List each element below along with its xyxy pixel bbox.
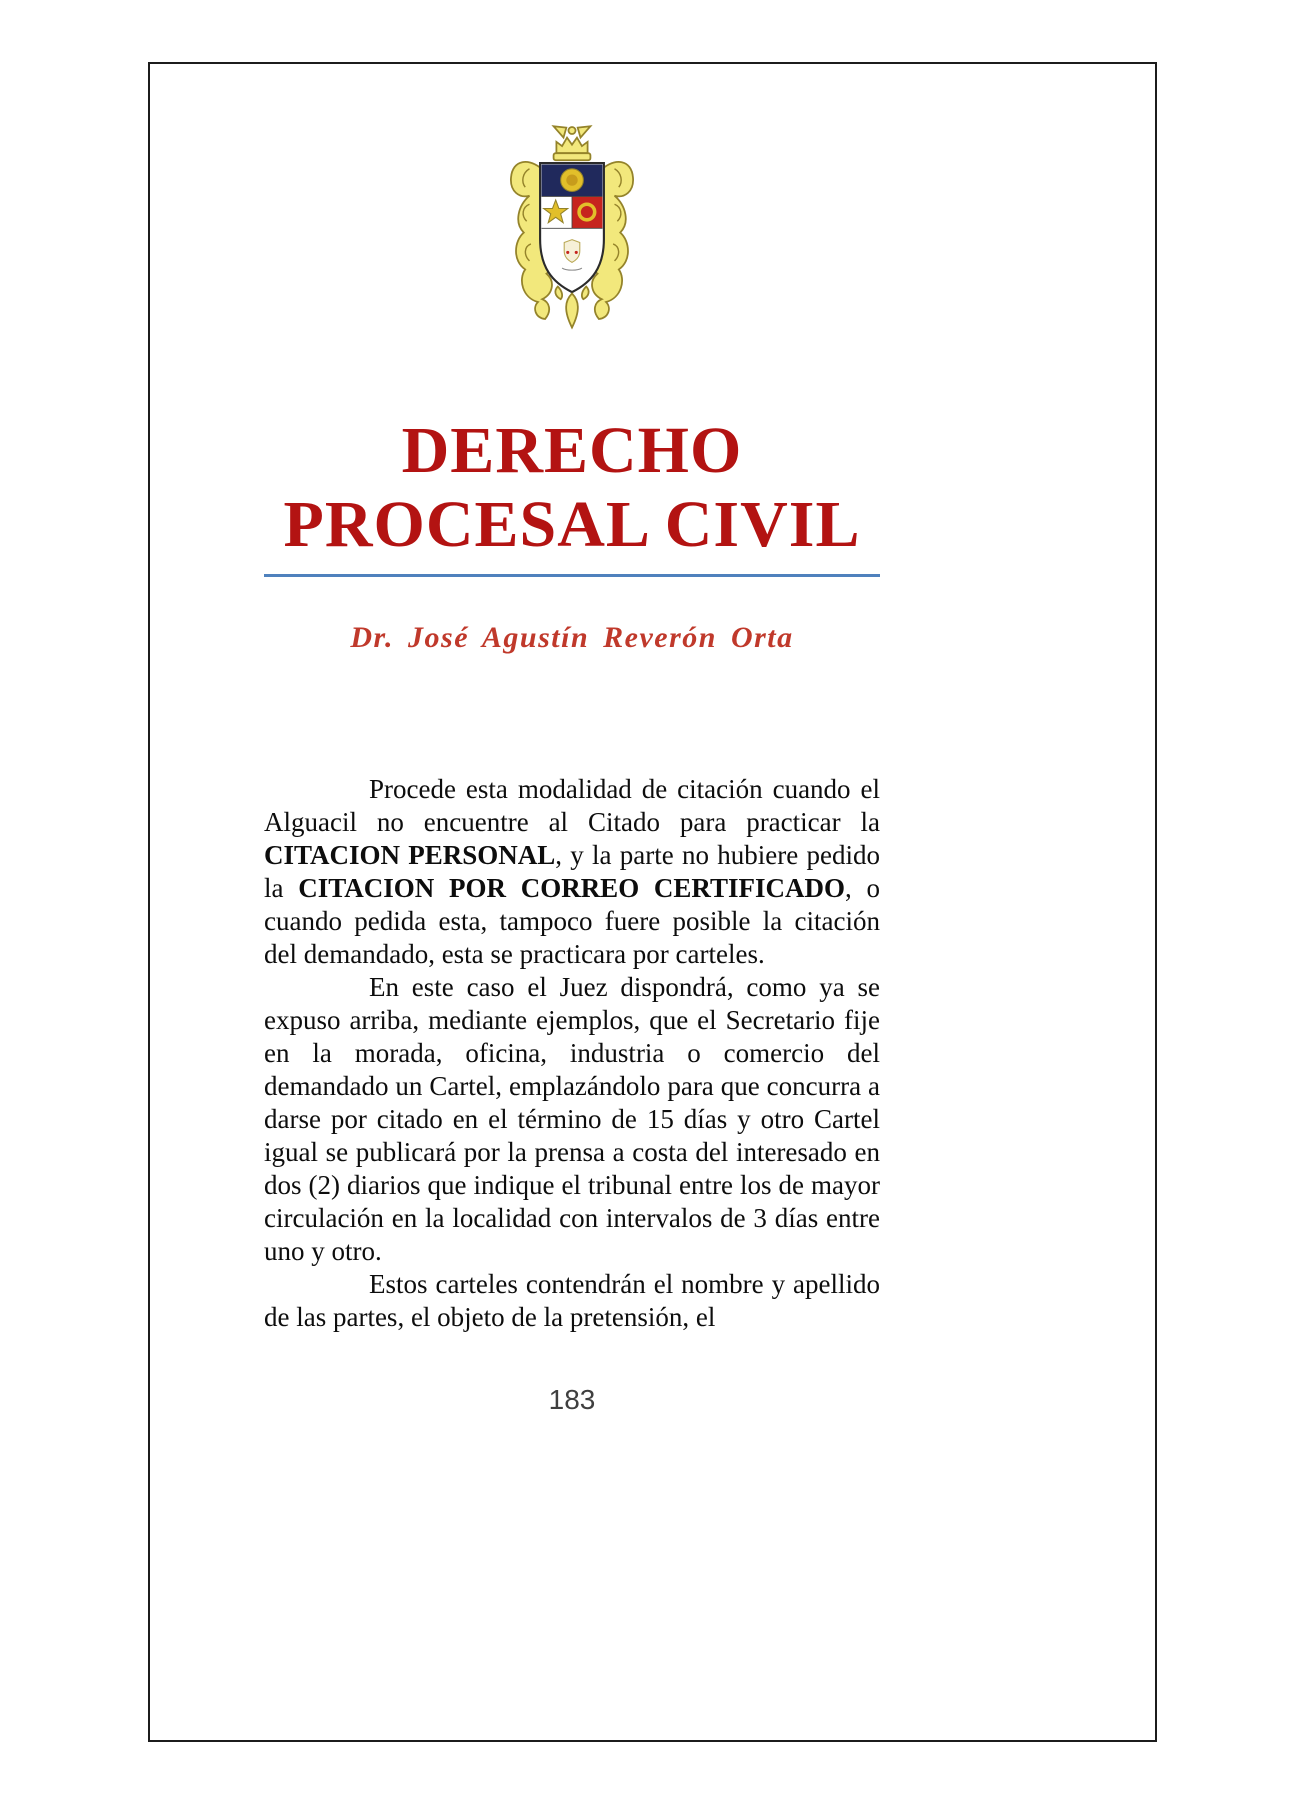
title-divider: [264, 574, 880, 577]
page-title: [264, 414, 880, 562]
paragraph: Procede esta modalidad de citación cuando el Alguacil no encuentre al Citado para practicar la CITACION PERSONAL, y la parte no hubiere pedido la CITACION POR CORREO CERTIFICADO, o cuando pedida esta, tampoco fuere posible la citación del demandado, esta se practicara por carteles.: [264, 774, 880, 969]
crest-container: [264, 122, 880, 368]
title-line-1: DERECHO: [401, 414, 743, 487]
author-name: Dr. José Agustín Reverón Orta: [350, 621, 794, 654]
content-column: [264, 122, 880, 1416]
paragraph: Estos carteles contendrán el nombre y apellido de las partes, el objeto de la pretensión, el: [264, 1269, 880, 1332]
page-frame: [148, 62, 1157, 1742]
crest-pendant: [555, 286, 588, 327]
body-text: [264, 773, 880, 1334]
crest-crown: [554, 126, 591, 160]
crest-shield: [540, 163, 604, 292]
page-number: 183: [548, 1384, 596, 1415]
title-line-2: PROCESAL CIVIL: [283, 488, 861, 561]
coat-of-arms-icon: [501, 122, 643, 363]
paragraph: En este caso el Juez dispondrá, como ya se expuso arriba, mediante ejemplos, que el Secretario fije en la morada, oficina, industria o comercio del demandado un Cartel, emplazándolo para que concurra a darse por citado en el término de 15 días y otro Cartel igual se publicará por la prensa a costa del interesado en dos (2) diarios que indique el tribunal entre los de mayor circulación en la localidad con intervalos de 3 días entre uno y otro.: [264, 972, 880, 1266]
